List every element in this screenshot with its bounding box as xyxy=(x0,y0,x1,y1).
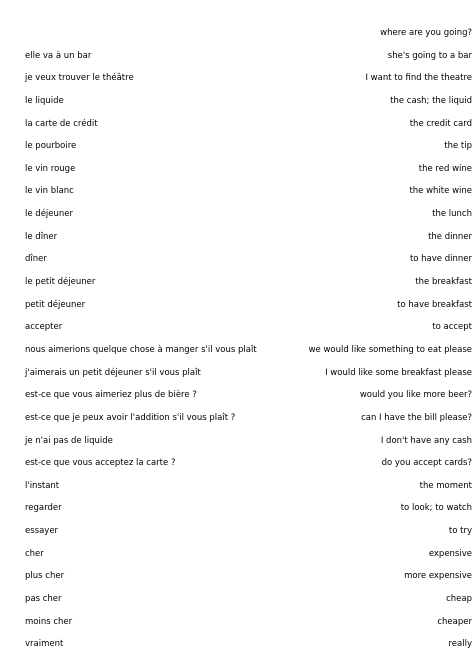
french-phrase: petit déjeuner xyxy=(25,299,86,310)
vocab-row xyxy=(0,390,474,413)
english-translation: to have breakfast xyxy=(397,299,472,310)
french-phrase: cher xyxy=(25,548,44,559)
vocab-row xyxy=(0,639,474,662)
vocab-row xyxy=(0,73,474,96)
french-phrase: est-ce que je peux avoir l'addition s'il vous plaît ? xyxy=(25,412,236,423)
french-phrase: le déjeuner xyxy=(25,209,74,220)
vocab-row xyxy=(0,458,474,481)
vocab-row xyxy=(0,503,474,526)
english-translation: would you like more beer? xyxy=(359,390,472,401)
english-translation: to look; to watch xyxy=(400,503,472,514)
english-translation: we would like something to eat please xyxy=(308,344,472,355)
english-translation: the cash; the liquid xyxy=(390,95,472,106)
english-translation: I want to find the theatre xyxy=(365,73,472,84)
vocab-row xyxy=(0,96,474,119)
french-phrase: dîner xyxy=(25,254,47,265)
french-phrase: vraiment xyxy=(25,639,64,650)
vocab-row xyxy=(0,526,474,549)
french-phrase: moins cher xyxy=(25,616,73,627)
french-phrase: accepter xyxy=(25,322,63,333)
vocab-row xyxy=(0,617,474,640)
english-translation: the credit card xyxy=(409,118,472,129)
english-translation: can I have the bill please? xyxy=(361,412,472,423)
vocab-row xyxy=(0,549,474,572)
english-translation: to try xyxy=(448,526,472,537)
english-translation: the breakfast xyxy=(415,277,472,288)
english-translation: do you accept cards? xyxy=(381,458,472,469)
vocab-row xyxy=(0,277,474,300)
french-phrase: le petit déjeuner xyxy=(25,277,96,288)
french-phrase: regarder xyxy=(25,503,62,514)
french-phrase: essayer xyxy=(25,526,59,537)
vocab-row xyxy=(0,186,474,209)
french-phrase: le dîner xyxy=(25,231,58,242)
french-phrase: je n'ai pas de liquide xyxy=(25,435,113,446)
english-translation: I don't have any cash xyxy=(380,435,472,446)
vocab-row xyxy=(0,594,474,617)
french-phrase: l'instant xyxy=(25,480,60,491)
vocab-row xyxy=(0,119,474,142)
english-translation: cheap xyxy=(446,594,472,605)
french-phrase: elle va à un bar xyxy=(25,50,92,61)
french-phrase: le liquide xyxy=(25,95,64,106)
vocab-row xyxy=(0,481,474,504)
english-translation: where are you going? xyxy=(380,28,472,38)
french-phrase: la carte de crédit xyxy=(25,118,98,129)
vocab-row xyxy=(0,209,474,232)
vocab-row xyxy=(0,571,474,594)
english-translation: the white wine xyxy=(409,186,472,197)
french-phrase: le vin blanc xyxy=(25,186,74,197)
french-phrase: plus cher xyxy=(25,571,65,582)
french-phrase: le pourboire xyxy=(25,141,77,152)
vocab-row xyxy=(0,141,474,164)
french-phrase: le vin rouge xyxy=(25,163,76,174)
vocab-row xyxy=(0,254,474,277)
french-phrase: est-ce que vous acceptez la carte ? xyxy=(25,458,176,469)
english-translation: the lunch xyxy=(432,209,472,220)
vocab-row xyxy=(0,436,474,459)
english-translation: to accept xyxy=(432,322,472,333)
vocab-row xyxy=(0,345,474,368)
english-translation: I would like some breakfast please xyxy=(325,367,472,378)
english-translation: cheaper xyxy=(437,616,472,627)
vocab-row xyxy=(0,51,474,74)
french-phrase: j'aimerais un petit déjeuner s'il vous plaît xyxy=(25,367,201,378)
vocab-row xyxy=(0,413,474,436)
vocab-row xyxy=(0,300,474,323)
english-translation: the red wine xyxy=(418,163,472,174)
french-phrase: est-ce que vous aimeriez plus de bière ? xyxy=(25,390,197,401)
english-translation: expensive xyxy=(428,548,472,559)
french-phrase: nous aimerions quelque chose à manger s'il vous plaît xyxy=(25,344,257,355)
vocab-row xyxy=(0,322,474,345)
french-phrase: pas cher xyxy=(25,594,62,605)
vocab-row xyxy=(0,232,474,255)
english-translation: really xyxy=(448,639,472,650)
vocab-row xyxy=(0,28,474,51)
english-translation: to have dinner xyxy=(409,254,472,265)
english-translation: she's going to a bar xyxy=(387,50,472,61)
english-translation: the dinner xyxy=(428,231,472,242)
english-translation: the moment xyxy=(419,480,472,491)
vocab-row xyxy=(0,164,474,187)
vocabulary-list xyxy=(0,28,474,662)
english-translation: more expensive xyxy=(404,571,472,582)
english-translation: the tip xyxy=(444,141,472,152)
vocab-row xyxy=(0,368,474,391)
french-phrase: je veux trouver le théâtre xyxy=(25,73,134,84)
